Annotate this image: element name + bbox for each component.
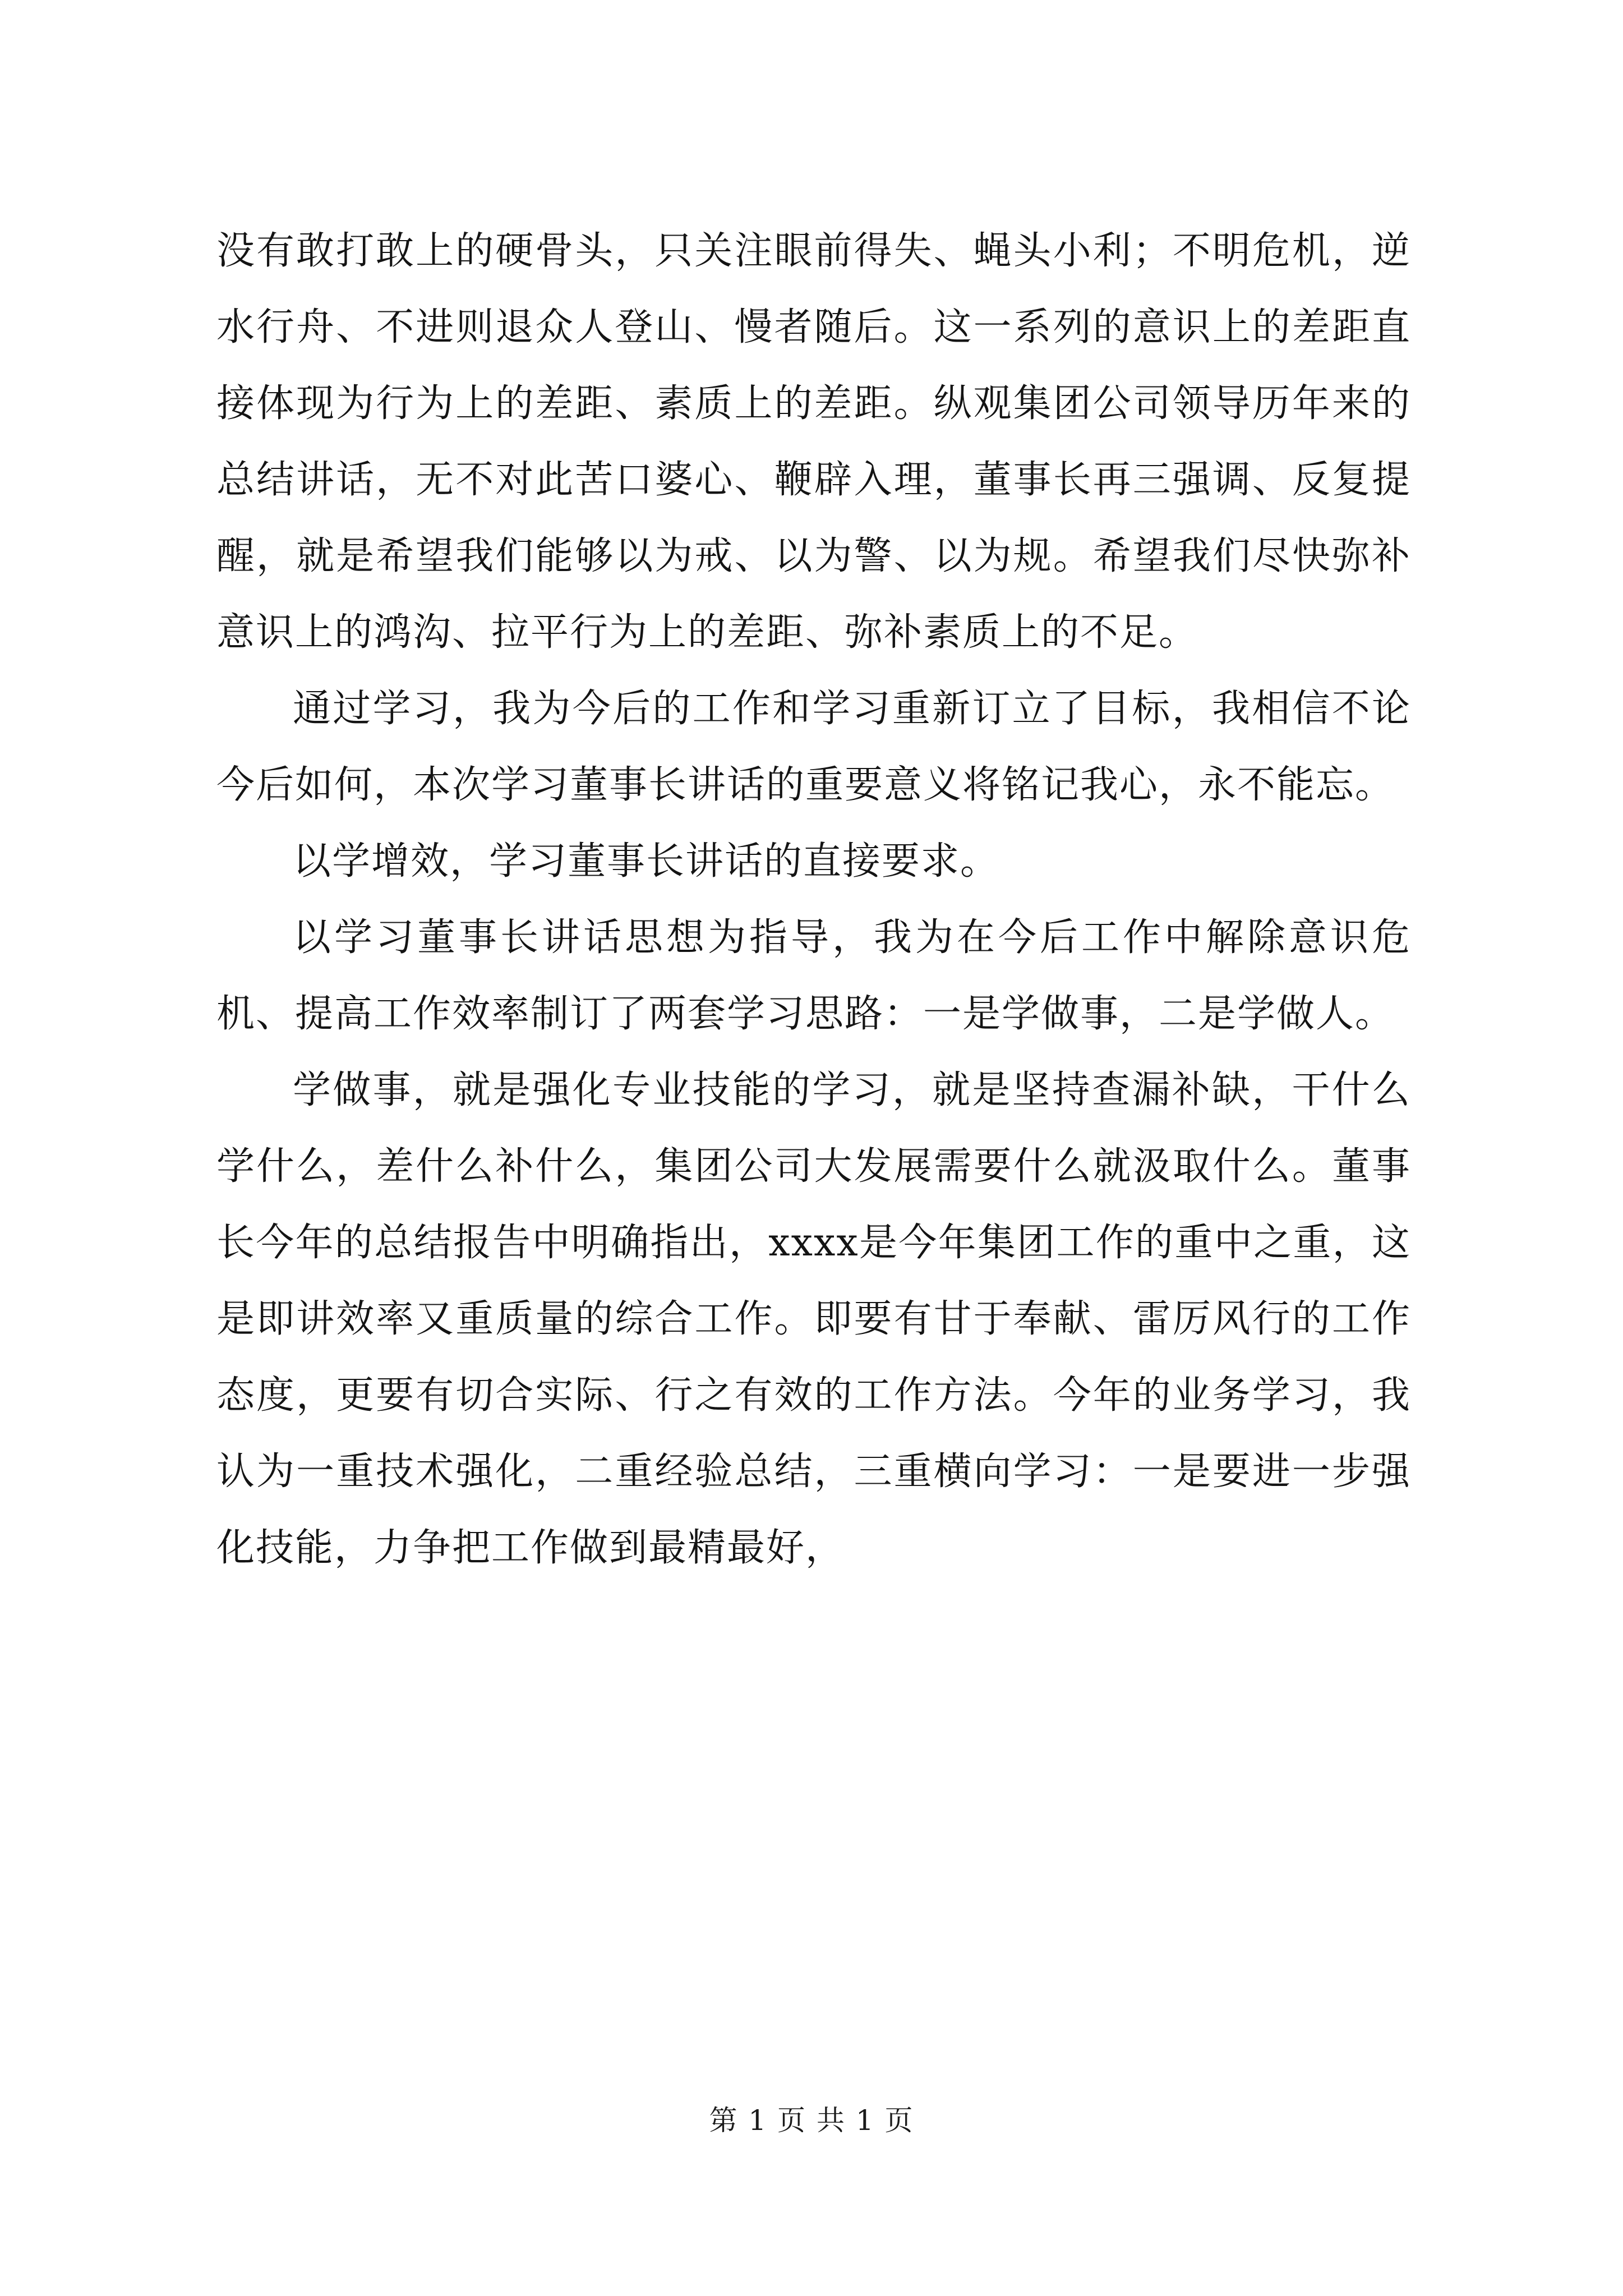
page-footer: 第 1 页 共 1 页 <box>709 2104 914 2137</box>
paragraph-2: 通过学习，我为今后的工作和学习重新订立了目标，我相信不论今后如何，本次学习董事长讲话的重要意义将铭记我心，永不能忘。 <box>216 687 1411 807</box>
document-body <box>216 213 1411 1586</box>
paragraph-5: 学做事，就是强化专业技能的学习，就是坚持查漏补缺，干什么学什么，差什么补什么，集团公司大发展需要什么就汲取什么。董事长今年的总结报告中明确指出，xxxx是今年集团工作的重中之重，这是即讲效率又重质量的综合工作。即要有甘于奉献、雷厉风行的工作态度，更要有切合实际、行之有效的工作方法。今年的业务学习，我认为一重技术强化，二重经验总结，三重横向学习：一是要进一步强化技能，力争把工作做到最精最好， <box>216 1068 1411 1570</box>
paragraph-3: 以学增效，学习董事长讲话的直接要求。 <box>293 839 1000 884</box>
paragraph-4: 以学习董事长讲话思想为指导，我为在今后工作中解除意识危机、提高工作效率制订了两套学习思路：一是学做事，二是学做人。 <box>216 915 1411 1036</box>
paragraph-1: 没有敢打敢上的硬骨头，只关注眼前得失、蝇头小利；不明危机，逆水行舟、不进则退众人登山、慢者随后。这一系列的意识上的差距直接体现为行为上的差距、素质上的差距。纵观集团公司领导历年来的总结讲话，无不对此苦口婆心、鞭辟入理，董事长再三强调、反复提醒，就是希望我们能够以为戒、以为警、以为规。希望我们尽快弥补意识上的鸿沟、拉平行为上的差距、弥补素质上的不足。 <box>216 229 1411 655</box>
